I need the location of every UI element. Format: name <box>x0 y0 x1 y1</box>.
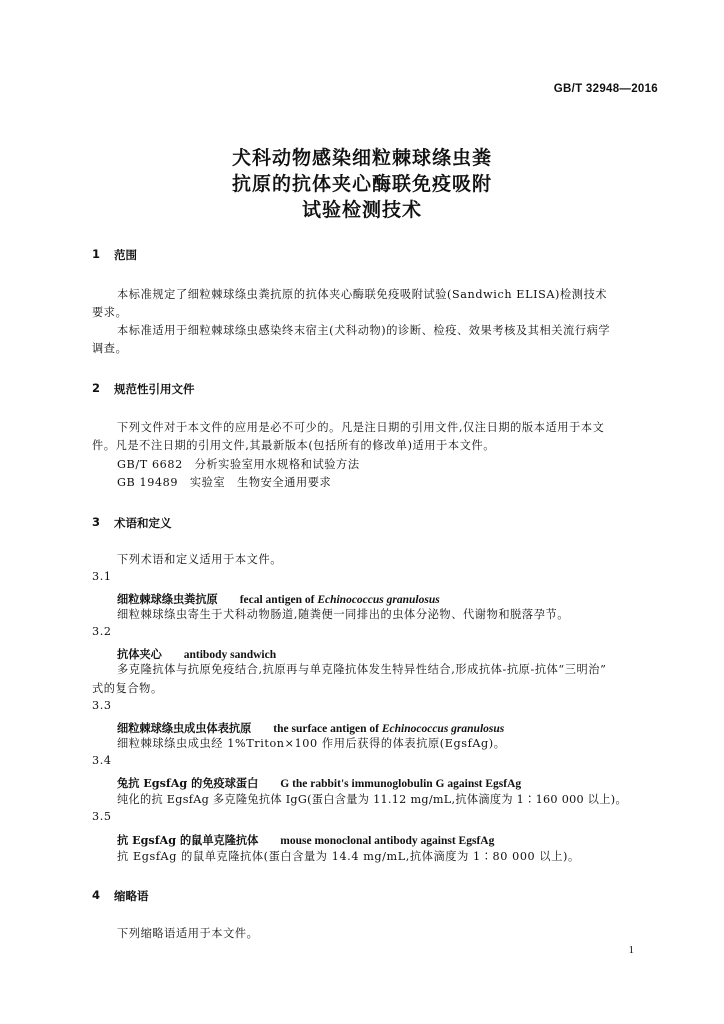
term-3-1-heading <box>117 588 440 607</box>
term-3-2-heading <box>117 643 276 662</box>
term-3-4-definition: 纯化的抗 EgsfAg 多克隆兔抗体 IgG(蛋白含量为 11.12 mg/mL,抗体滴度为 1∶160 000 以上)。 <box>117 793 627 806</box>
section-1-paragraph-2-line-1: 本标准适用于细粒棘球绦虫感染终末宿主(犬科动物)的诊断、检疫、效果考核及其相关流行病学 <box>117 324 611 337</box>
page-number: 1 <box>628 944 634 956</box>
term-3-2-definition-line-1: 多克隆抗体与抗原免疫结合,抗原再与单克隆抗体发生特异性结合,形成抗体-抗原-抗体“三明治” <box>117 663 607 676</box>
term-3-3-heading <box>117 717 504 736</box>
term-3-2-definition-line-2: 式的复合物。 <box>92 682 163 695</box>
section-4-intro: 下列缩略语适用于本文件。 <box>117 927 259 940</box>
section-1-paragraph-1-line-2: 要求。 <box>92 306 128 319</box>
document-title-line-1: 犬科动物感染细粒棘球绦虫粪 <box>231 147 492 169</box>
reference-gb-19489: GB 19489 实验室 生物安全通用要求 <box>117 476 332 489</box>
term-3-2-number: 3.2 <box>92 625 112 638</box>
term-3-3-number: 3.3 <box>92 699 112 712</box>
term-3-3-chinese: 细粒棘球绦虫成虫体表抗原 <box>117 721 252 735</box>
section-3-title: 术语和定义 <box>114 516 172 530</box>
section-3-intro: 下列术语和定义适用于本文件。 <box>117 553 283 566</box>
term-3-4-heading <box>117 772 521 791</box>
section-4-title: 缩略语 <box>114 889 149 903</box>
term-3-3-definition: 细粒棘球绦虫成虫经 1%Triton×100 作用后获得的体表抗原(EgsfAg)。 <box>117 737 506 750</box>
term-3-2-english: antibody sandwich <box>183 649 277 661</box>
term-3-5-heading <box>117 829 494 848</box>
section-2-paragraph-line-2: 件。凡是不注日期的引用文件,其最新版本(包括所有的修改单)适用于本文件。 <box>92 439 496 452</box>
term-3-1-chinese: 细粒棘球绦虫粪抗原 <box>117 592 218 606</box>
document-title-line-3: 试验检测技术 <box>301 199 422 221</box>
term-3-1-english: fecal antigen of Echinococcus granulosus <box>239 594 440 606</box>
section-2-title: 规范性引用文件 <box>114 382 195 396</box>
term-3-5-chinese: 抗 EgsfAg 的鼠单克隆抗体 <box>117 833 259 847</box>
section-1-number: 1 <box>92 247 101 261</box>
standard-number: GB/T 32948—2016 <box>553 83 658 95</box>
term-3-4-english: G the rabbit's immunoglobulin G against EgsfAg <box>280 778 522 790</box>
section-1-title: 范围 <box>114 248 137 262</box>
term-3-1-definition: 细粒棘球绦虫寄生于犬科动物肠道,随粪便一同排出的虫体分泌物、代谢物和脱落孕节。 <box>117 608 570 621</box>
reference-gb-t-6682: GB/T 6682 分析实验室用水规格和试验方法 <box>117 458 360 471</box>
section-2-paragraph-line-1: 下列文件对于本文件的应用是必不可少的。凡是注日期的引用文件,仅注日期的版本适用于本文 <box>117 421 605 434</box>
section-3-number: 3 <box>92 515 101 529</box>
term-3-2-chinese: 抗体夹心 <box>117 647 162 661</box>
term-3-1-number: 3.1 <box>92 570 112 583</box>
term-3-5-number: 3.5 <box>92 810 112 823</box>
term-3-5-english: mouse monoclonal antibody against EgsfAg <box>280 835 495 847</box>
section-1-paragraph-2-line-2: 调查。 <box>92 342 128 355</box>
term-3-4-number: 3.4 <box>92 754 112 767</box>
term-3-4-chinese: 兔抗 EgsfAg 的免疫球蛋白 <box>117 776 259 790</box>
section-4-number: 4 <box>92 888 101 902</box>
section-2-number: 2 <box>92 381 101 395</box>
term-3-5-definition: 抗 EgsfAg 的鼠单克隆抗体(蛋白含量为 14.4 mg/mL,抗体滴度为 1∶80 000 以上)。 <box>117 850 580 863</box>
document-title-line-2: 抗原的抗体夹心酶联免疫吸附 <box>231 173 492 195</box>
term-3-3-english: the surface antigen of Echinococcus granulosus <box>273 723 505 735</box>
section-1-paragraph-1-line-1: 本标准规定了细粒棘球绦虫粪抗原的抗体夹心酶联免疫吸附试验(Sandwich ELISA)检测技术 <box>117 288 608 301</box>
